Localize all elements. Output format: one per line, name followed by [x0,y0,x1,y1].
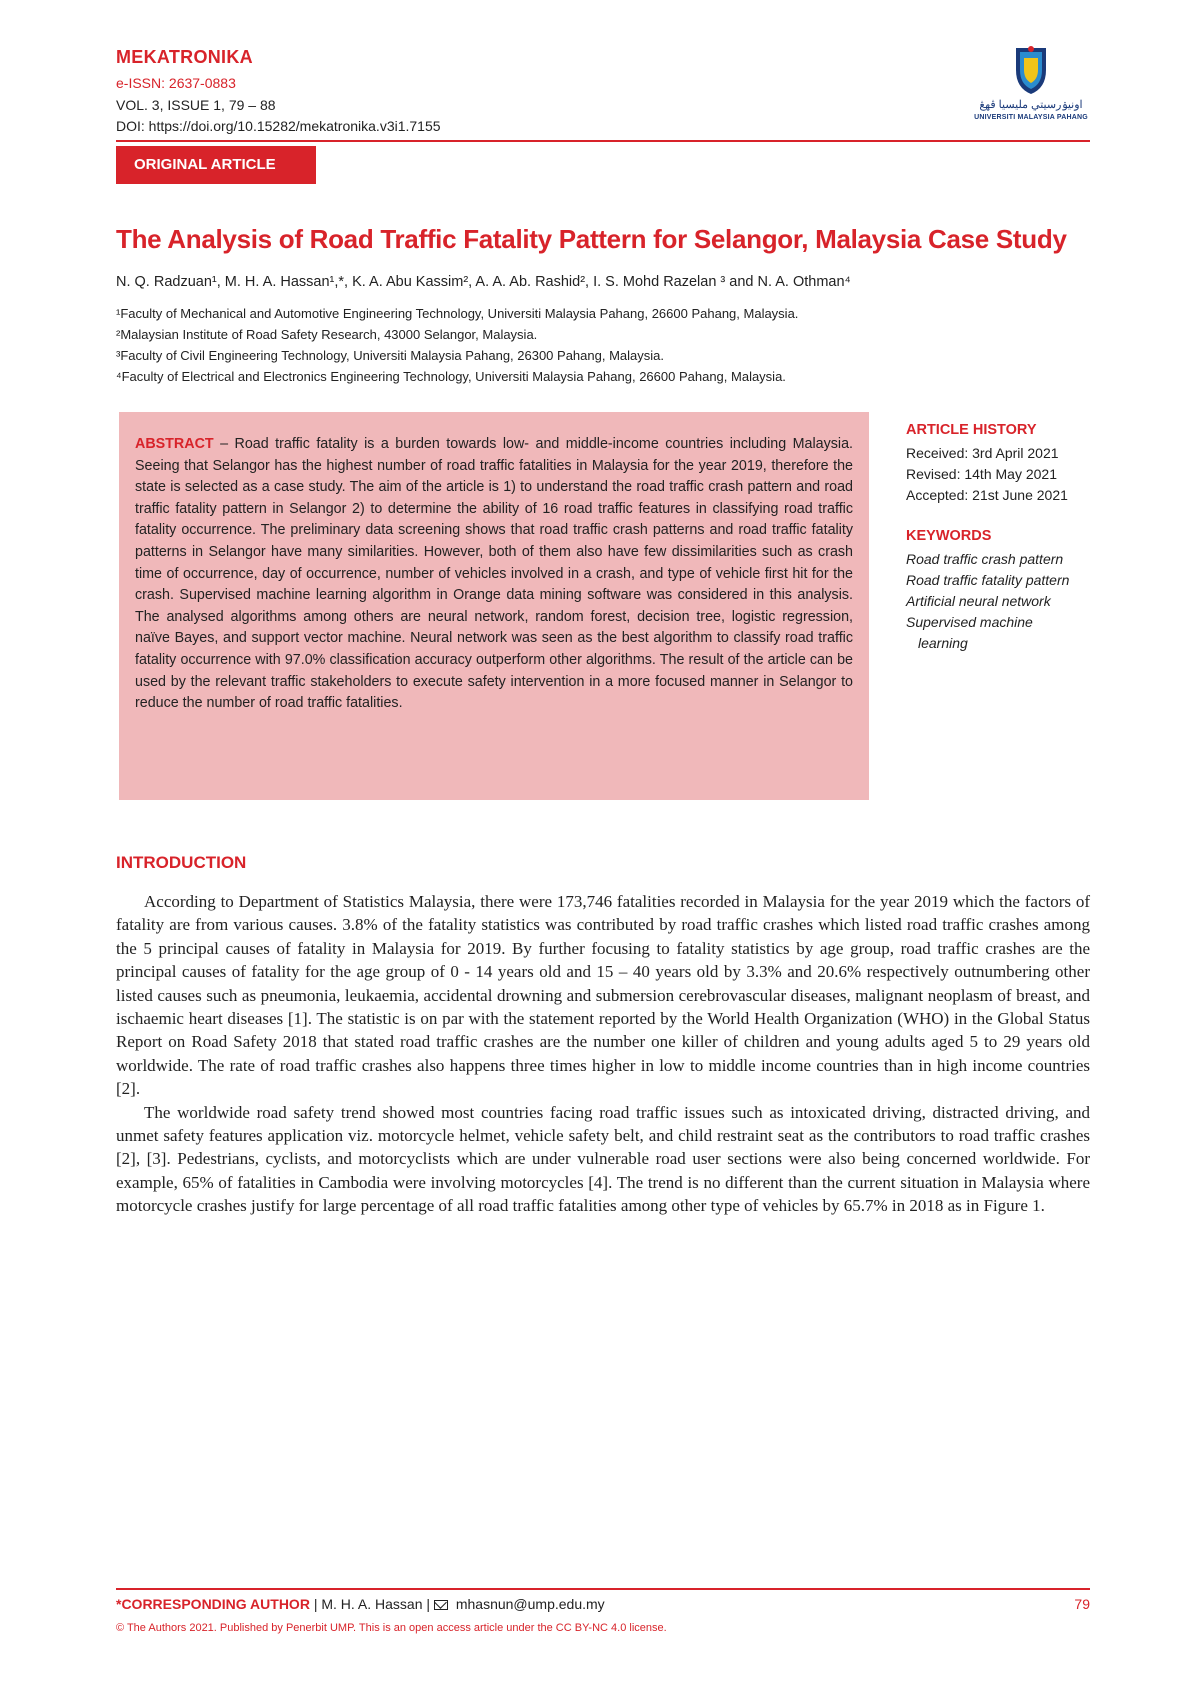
corresponding-author [116,1596,605,1612]
journal-volume: VOL. 3, ISSUE 1, 79 – 88 [116,97,276,113]
footer-divider [116,1588,1090,1590]
article-type-badge: ORIGINAL ARTICLE [116,146,316,184]
doi-link[interactable]: DOI: https://doi.org/10.15282/mekatronika.v3i1.7155 [116,118,441,134]
affiliation-3: ³Faculty of Civil Engineering Technology, Universiti Malaysia Pahang, 26300 Pahang, Malaysia. [116,348,664,363]
paragraph: According to Department of Statistics Malaysia, there were 173,746 fatalities recorded in Malaysia for the year 2019 which the factors of fatality are from various causes. 3.8% of the fatality statistics was contributed by road traffic crashes which listed road traffic crashes among the 5 principal causes of fatality in Malaysia for 2019. By further focusing to fatality statistics by age group, road traffic crashes are the principal causes of fatality for the age group of 0 - 14 years old and 15 – 40 years old by 3.3% and 20.6% respectively outnumbering other listed causes such as pneumonia, leukaemia, accidental drowning and submersion cerebrovascular diseases, malignant neoplasm of breast, and ischaemic heart diseases [1]. The statistic is on par with the statement reported by the World Health Organization (WHO) in the Global Status Report on Road Safety 2018 that stated road traffic crashes are the number one killer of children and young adults aged 5 to 29 years old worldwide. The rate of road traffic crashes also happens three times higher in low to middle income countries than in high income countries [2]. [116,892,1090,1099]
corresponding-name: M. H. A. Hassan [321,1596,423,1612]
abstract-body: – Road traffic fatality is a burden towards low- and middle-income countries including Malaysia. Seeing that Selangor has the highest number of road traffic fatalities in Malaysia for the year 2019, therefore the state is selected as a case study. The aim of the article is 1) to understand the road traffic crash pattern and road traffic fatality pattern in Selangor 2) to determine the ability of 16 road traffic features in classifying road traffic fatality occurrence. The preliminary data screening shows that road traffic crash patterns and road traffic fatality patterns in Selangor have many similarities. However, both of them also have few dissimilarities such as crash time of occurrence, day of occurrence, number of vehicles involved in a crash, and type of vehicle first hit for the crash. Supervised machine learning algorithm in Orange data mining software was considered in this analysis. The analysed algorithms among others are neural network, random forest, decision tree, logistic regression, naïve Bayes, and support vector machine. Neural network was seen as the best algorithm to classify road traffic fatality occurrence with 97.0% classification accuracy outperform other algorithms. The result of the article can be used by the relevant traffic stakeholders to execute safety intervention in a more focused manner in Selangor to reduce the number of road traffic fatalities. [135,436,853,712]
keyword-item: Road traffic crash pattern [906,551,1064,567]
journal-name: MEKATRONIKA [116,47,253,67]
introduction-body [116,890,1090,1218]
license-notice: © The Authors 2021. Published by Penerbit UMP. This is an open access article under the CC BY-NC 4.0 license. [116,1622,667,1634]
mail-icon [434,1600,448,1610]
keyword-item: Artificial neural network [906,593,1051,609]
abstract-text [135,434,853,715]
university-crest-icon [972,44,1090,98]
article-title: The Analysis of Road Traffic Fatality Pattern for Selangor, Malaysia Case Study [116,224,1067,254]
abstract-label: ABSTRACT [135,436,214,452]
received-date: Received: 3rd April 2021 [906,445,1059,461]
accepted-date: Accepted: 21st June 2021 [906,487,1068,503]
article-history-heading: ARTICLE HISTORY [906,422,1037,438]
keyword-item: Supervised machine [906,614,1033,630]
corresponding-label: *CORRESPONDING AUTHOR [116,1596,310,1612]
abstract-box [119,412,869,800]
journal-issn: e-ISSN: 2637-0883 [116,75,236,91]
revised-date: Revised: 14th May 2021 [906,466,1057,482]
separator: | [426,1596,434,1612]
logo-university-name: UNIVERSITI MALAYSIA PAHANG [974,114,1088,121]
separator: | [313,1596,322,1612]
paragraph: The worldwide road safety trend showed most countries facing road traffic issues such as intoxicated driving, distracted driving, and unmet safety features application viz. motorcycle helmet, vehicle safety belt, and child restraint seat as the contributors to road traffic crashes [2], [3]. Pedestrians, cyclists, and motorcyclists which are under vulnerable road user sections were also being concerned worldwide. For example, 65% of fatalities in Cambodia were involving motorcycles [4]. The trend is no different than the current situation in Malaysia where motorcycle crashes justify for large percentage of all road traffic fatalities among other type of vehicles by 65.7% in 2018 as in Figure 1. [116,1102,1090,1216]
university-logo [972,44,1090,130]
keyword-item: learning [918,635,968,651]
header-divider [116,140,1090,142]
introduction-heading: INTRODUCTION [116,853,247,872]
keyword-item: Road traffic fatality pattern [906,572,1070,588]
author-list: N. Q. Radzuan¹, M. H. A. Hassan¹,*, K. A. Abu Kassim², A. A. Ab. Rashid², I. S. Mohd Razelan ³ and N. A. Othman⁴ [116,274,851,290]
page-number: 79 [1074,1596,1090,1612]
affiliation-4: ⁴Faculty of Electrical and Electronics Engineering Technology, Universiti Malaysia Pahang, 26600 Pahang, Malaysia. [116,369,786,384]
logo-jawi-text: اونيۏرسيتي مليسيا ڤهڠ [979,99,1083,111]
corresponding-email[interactable]: mhasnun@ump.edu.my [455,1596,605,1612]
affiliation-2: ²Malaysian Institute of Road Safety Research, 43000 Selangor, Malaysia. [116,327,538,342]
keywords-heading: KEYWORDS [906,528,992,544]
affiliation-1: ¹Faculty of Mechanical and Automotive Engineering Technology, Universiti Malaysia Pahang, 26600 Pahang, Malaysia. [116,306,799,321]
